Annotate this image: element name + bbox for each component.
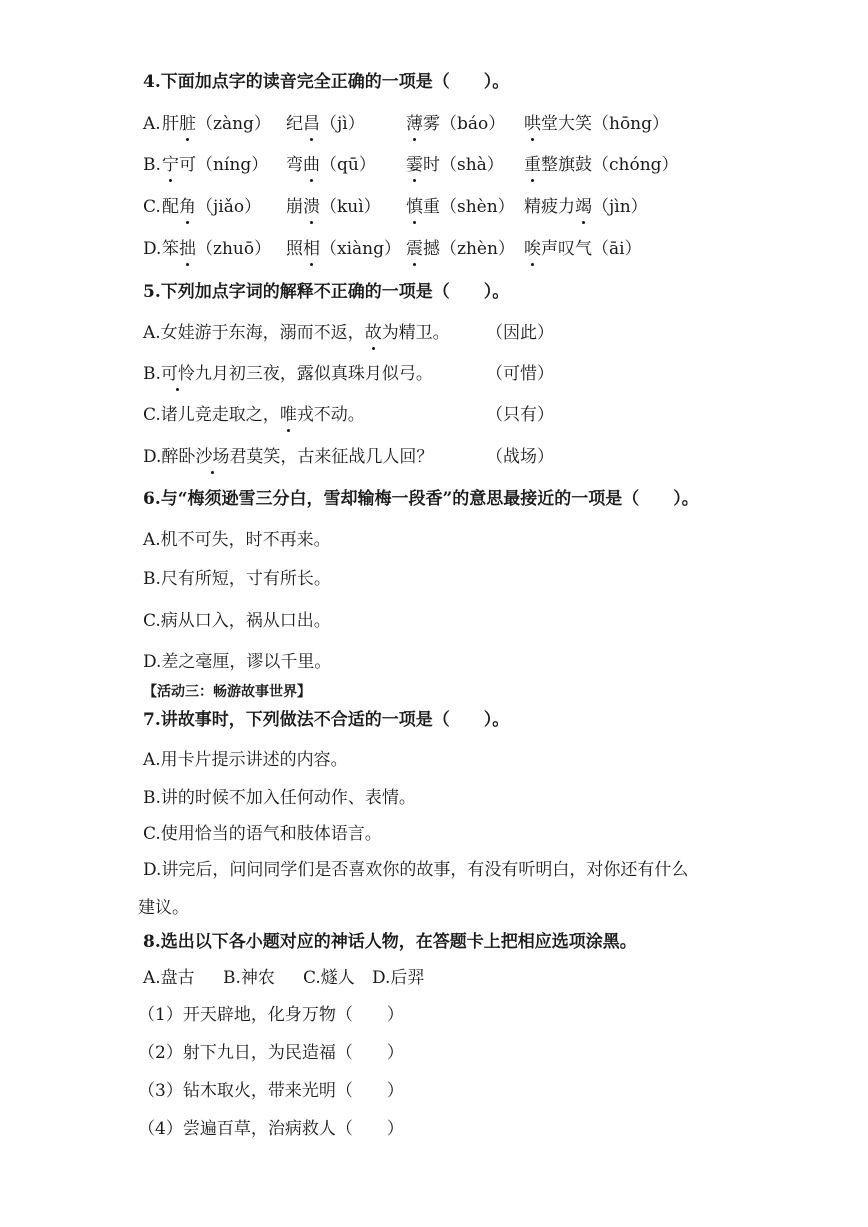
q5-option <box>143 321 450 345</box>
word-part: 笨 <box>162 239 179 259</box>
word-part: 时 <box>423 155 440 175</box>
pinyin: （jìn） <box>592 197 648 217</box>
q6-option-c: C.病从口入，祸从口出。 <box>143 611 331 631</box>
q8-choice-c: C.燧人 <box>303 968 355 988</box>
q5-option <box>143 445 433 469</box>
pinyin: （jì） <box>320 114 365 134</box>
pinyin: （shèn） <box>440 197 515 217</box>
pinyin: （āi） <box>592 239 642 259</box>
dotted-char: 哄 <box>524 114 541 134</box>
dotted-char: 震 <box>406 239 423 259</box>
sentence-part: D.醉卧 <box>143 447 196 467</box>
q6-option-a: A.机不可失，时不再来。 <box>143 530 331 550</box>
dotted-char: 角 <box>179 197 196 217</box>
pinyin: （qū） <box>320 155 376 175</box>
sentence-part: B. <box>143 364 161 384</box>
q8-choice-b: B.神农 <box>223 968 275 988</box>
dotted-char: 相 <box>303 239 320 259</box>
dotted-char: 脏 <box>179 114 196 134</box>
dotted-word: 可怜 <box>160 364 195 384</box>
q7-option-a: A.用卡片提示讲述的内容。 <box>143 750 348 770</box>
word-part: 重 <box>423 197 440 217</box>
dotted-char: 重 <box>524 155 541 175</box>
q6-option-b: B.尺有所短，寸有所长。 <box>143 569 331 589</box>
q4-pinyin-item <box>406 112 505 136</box>
q4-pinyin-item <box>162 153 268 177</box>
sentence-part: A.女娃游于东海，溺而不返， <box>143 323 365 343</box>
q8-stem: 8.选出以下各小题对应的神话人物，在答题卡上把相应选项涂黑。 <box>143 932 637 952</box>
sentence-part: 君莫笑，古来征战几人回？ <box>229 447 434 467</box>
word-part: 声叹气 <box>541 239 592 259</box>
pinyin: （xiàng） <box>320 239 401 259</box>
pinyin: （chóng） <box>592 155 679 175</box>
pinyin: （zhuō） <box>196 239 272 259</box>
dotted-char: 溃 <box>303 197 320 217</box>
sentence-part: C.诸儿竞走取之， <box>143 405 280 425</box>
q5-explanation: （可惜） <box>486 364 554 384</box>
word-part: 整旗鼓 <box>541 155 592 175</box>
q7-stem: 7.讲故事时，下列做法不合适的一项是（ ）。 <box>143 710 510 730</box>
word-part: 精疲力 <box>524 197 575 217</box>
q4-pinyin-item <box>286 153 376 177</box>
q7-option-c: C.使用恰当的语气和肢体语言。 <box>143 824 382 844</box>
dotted-char: 霎 <box>406 155 423 175</box>
q4-pinyin-item <box>524 153 679 177</box>
q4-pinyin-item <box>524 237 642 261</box>
q4-pinyin-item <box>286 112 365 136</box>
sentence-part: 戎不动。 <box>296 405 365 425</box>
pinyin: （kuì） <box>320 197 381 217</box>
word-part: 肝 <box>162 114 179 134</box>
word-part: 堂大笑 <box>541 114 592 134</box>
q4-option-label: D. <box>143 239 162 259</box>
sentence-part: 九月初三夜，露似真珠月似弓。 <box>194 364 433 384</box>
dotted-char: 竭 <box>575 197 592 217</box>
dotted-char: 拙 <box>179 239 196 259</box>
q8-item-4: （4）尝遍百草，治病救人（ ） <box>138 1119 404 1139</box>
q4-pinyin-item <box>524 112 669 136</box>
word-part: 纪 <box>286 114 303 134</box>
q4-pinyin-item <box>406 195 515 219</box>
q7-option-d-cont: 建议。 <box>138 898 189 918</box>
q8-choice-d: D.后羿 <box>372 968 425 988</box>
q4-option-label: C. <box>143 197 161 217</box>
q8-item-2: （2）射下九日，为民造福（ ） <box>138 1043 404 1063</box>
word-part: 可 <box>179 155 196 175</box>
pinyin: （jiǎo） <box>196 197 262 217</box>
dotted-word: 故 <box>364 323 382 343</box>
dotted-word: 唯 <box>279 405 297 425</box>
sentence-part: 为精卫。 <box>381 323 450 343</box>
q6-option-d: D.差之毫厘，谬以千里。 <box>143 652 332 672</box>
q4-pinyin-item <box>162 112 271 136</box>
section-heading: 【活动三：畅游故事世界】 <box>143 684 311 700</box>
dotted-char: 昌 <box>303 114 320 134</box>
q5-option <box>143 362 433 386</box>
q4-pinyin-item <box>286 237 401 261</box>
word-part: 弯 <box>286 155 303 175</box>
dotted-word: 沙场 <box>195 447 230 467</box>
word-part: 雾 <box>423 114 440 134</box>
word-part: 崩 <box>286 197 303 217</box>
q4-pinyin-item <box>524 195 648 219</box>
q4-stem: 4.下面加点字的读音完全正确的一项是（ ）。 <box>143 72 510 92</box>
pinyin: （zàng） <box>196 114 271 134</box>
word-part: 撼 <box>423 239 440 259</box>
q8-item-3: （3）钻木取火，带来光明（ ） <box>138 1081 404 1101</box>
q8-item-1: （1）开天辟地，化身万物（ ） <box>138 1005 404 1025</box>
q4-option-label: B. <box>143 155 161 175</box>
q5-explanation: （因此） <box>486 323 554 343</box>
q4-pinyin-item <box>162 237 271 261</box>
q4-pinyin-item <box>406 153 504 177</box>
q8-choice-a: A.盘古 <box>143 968 195 988</box>
dotted-char: 曲 <box>303 155 320 175</box>
q7-option-d: D.讲完后，问问同学们是否喜欢你的故事，有没有听明白，对你还有什么 <box>143 860 689 880</box>
pinyin: （hōng） <box>592 114 670 134</box>
q4-option-label: A. <box>143 114 161 134</box>
q5-option <box>143 403 365 427</box>
dotted-char: 薄 <box>406 114 423 134</box>
q4-pinyin-item <box>162 195 261 219</box>
pinyin: （níng） <box>196 155 269 175</box>
q5-explanation: （只有） <box>486 405 554 425</box>
q4-pinyin-item <box>406 237 515 261</box>
q7-option-b: B.讲的时候不加入任何动作、表情。 <box>143 788 416 808</box>
pinyin: （shà） <box>440 155 504 175</box>
q4-pinyin-item <box>286 195 381 219</box>
word-part: 照 <box>286 239 303 259</box>
pinyin: （báo） <box>440 114 506 134</box>
q5-explanation: （战场） <box>486 447 554 467</box>
q6-stem: 6.与“梅须逊雪三分白，雪却输梅一段香”的意思最接近的一项是（ ）。 <box>143 489 699 509</box>
pinyin: （zhèn） <box>440 239 515 259</box>
dotted-char: 慎 <box>406 197 423 217</box>
dotted-char: 唉 <box>524 239 541 259</box>
q5-stem: 5.下列加点字词的解释不正确的一项是（ ）。 <box>143 282 510 302</box>
word-part: 配 <box>162 197 179 217</box>
dotted-char: 宁 <box>162 155 179 175</box>
